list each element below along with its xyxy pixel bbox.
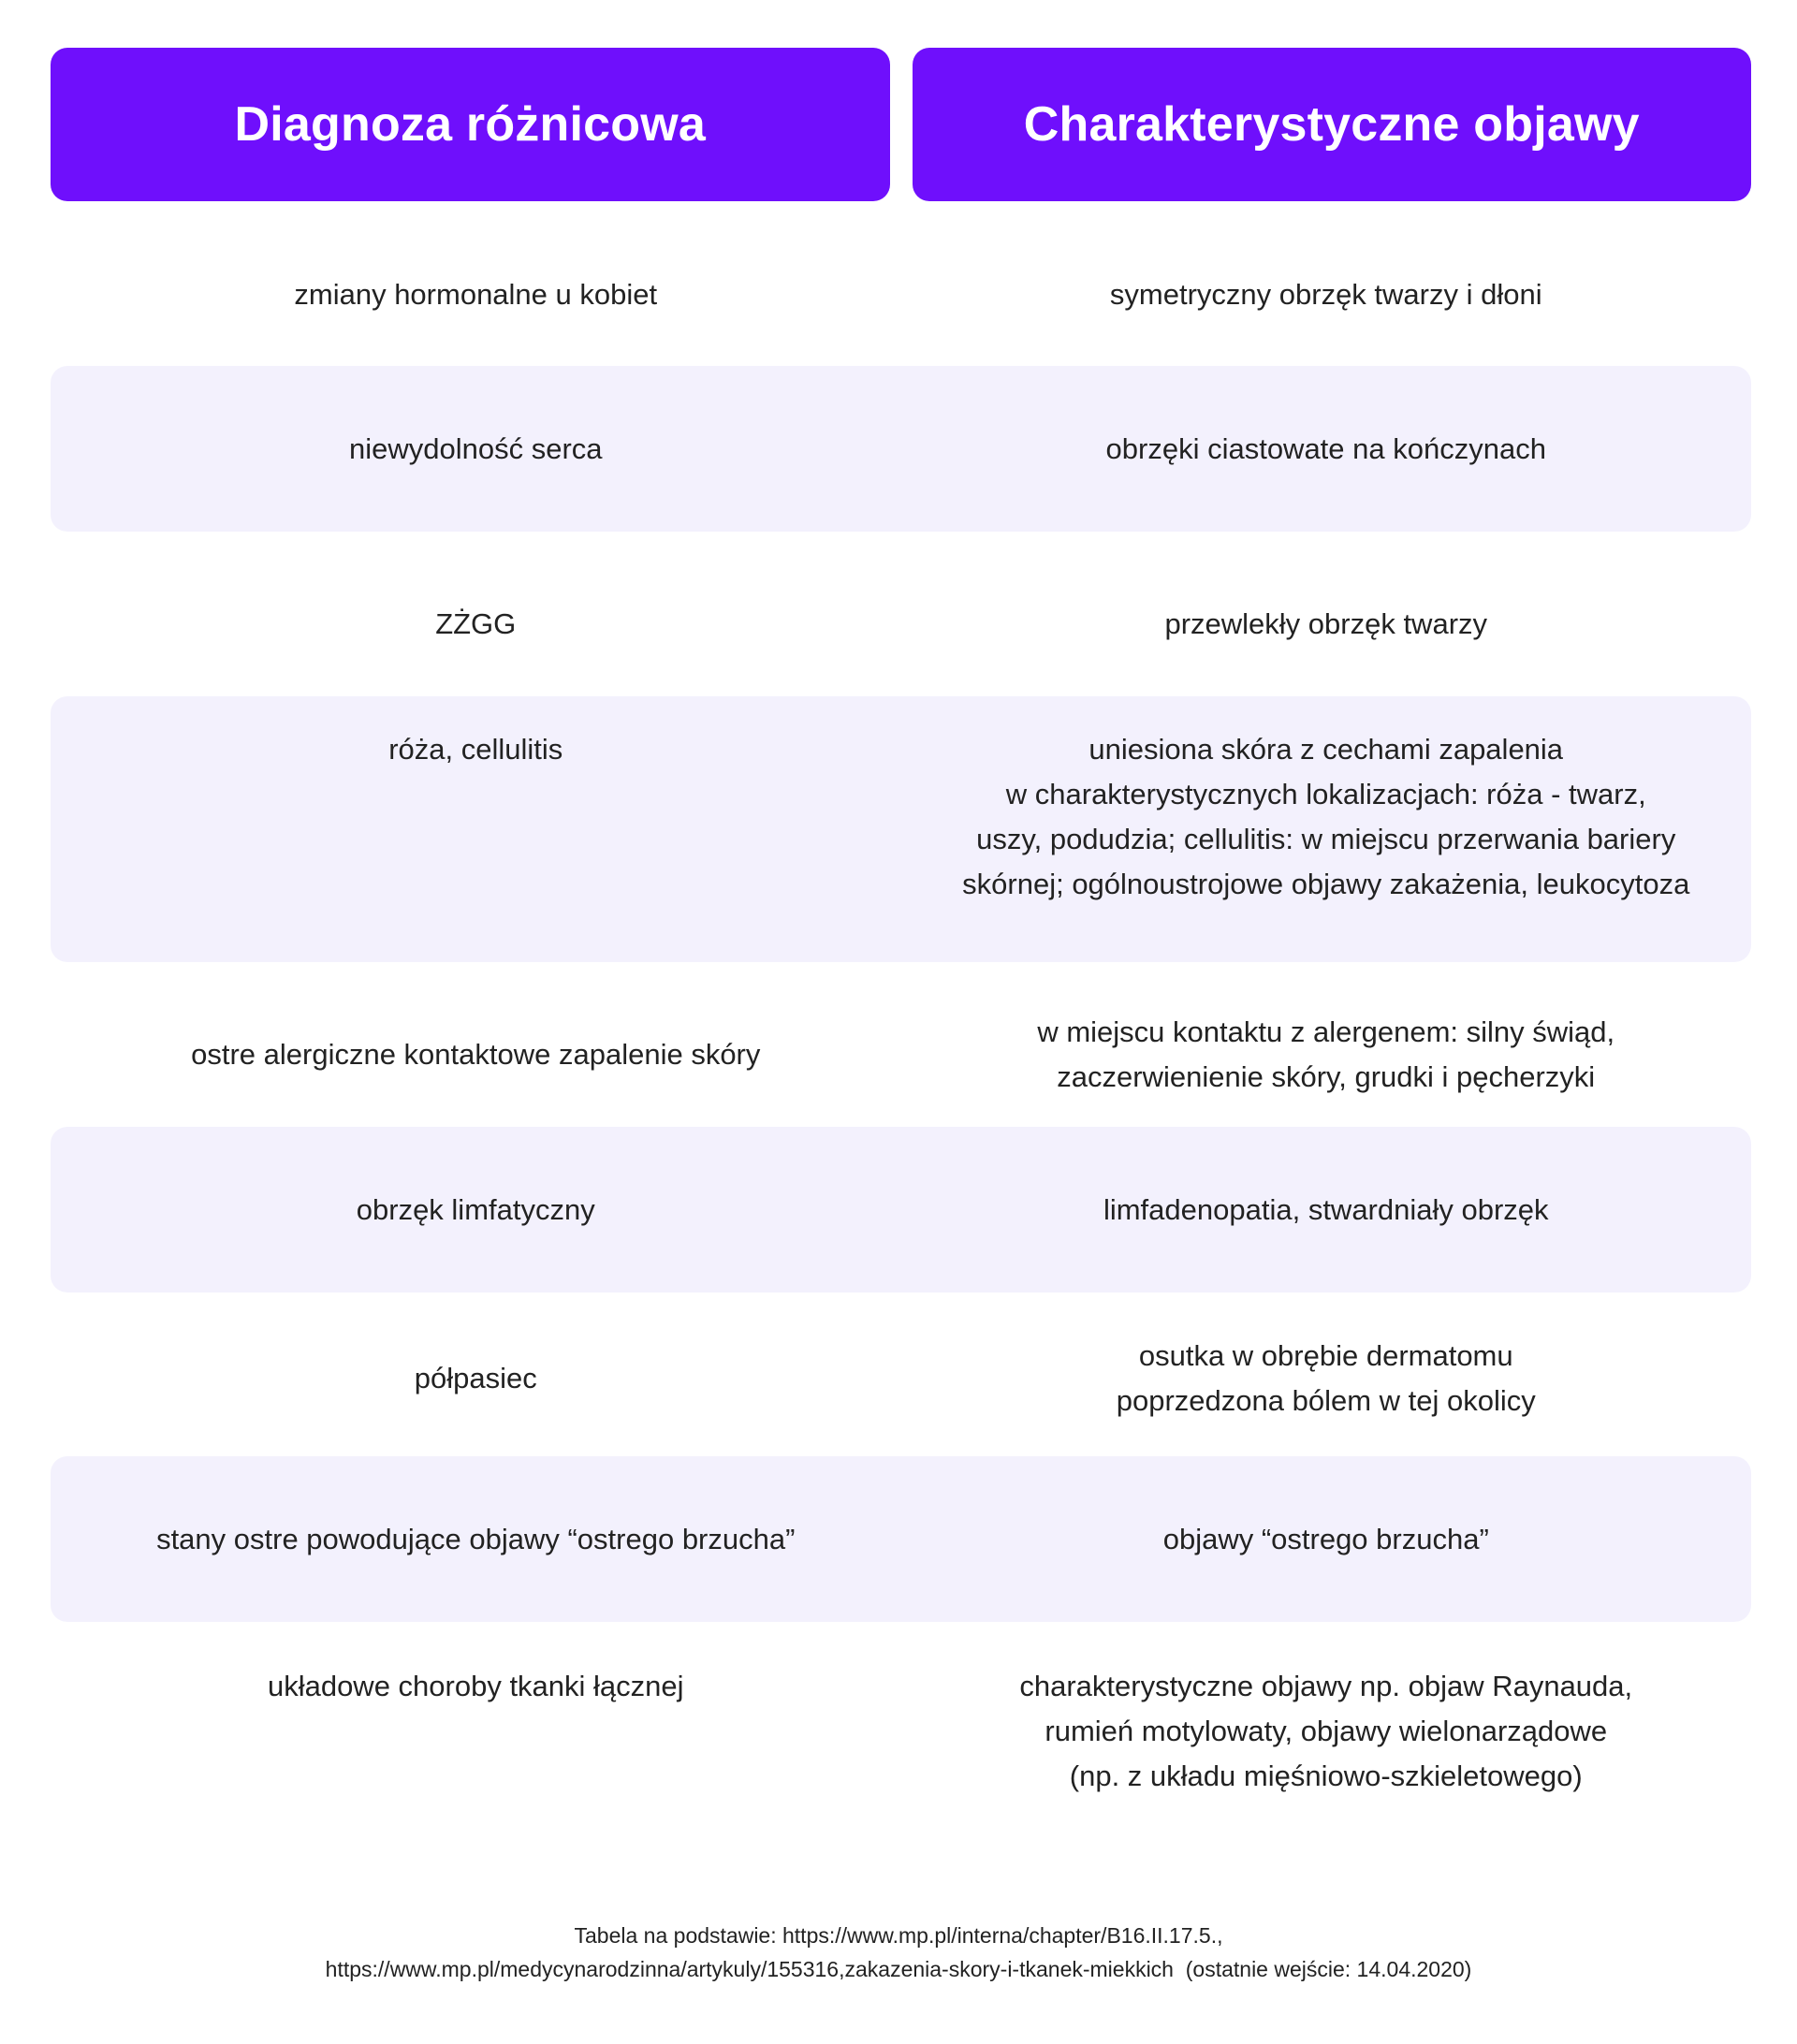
diagnosis-cell: układowe choroby tkanki łącznej [267,1670,684,1702]
table-row [51,577,1751,671]
table-row [51,366,1751,532]
diagnosis-cell: róża, cellulitis [388,733,563,766]
symptoms-cell: limfadenopatia, stwardniały obrzęk [1103,1192,1549,1226]
table-row [51,1456,1751,1622]
footer-line-2: https://www.mp.pl/medycynarodzinna/artykuly/155316,zakazenia-skory-i-tkanek-miekkich (ostatnie wejście: 14.04.2020) [325,1957,1472,1981]
table-row [51,993,1751,1117]
symptoms-cell: osutka w obrębie dermatomu poprzedzona bólem w tej okolicy [1116,1339,1536,1417]
header-diagnosis: Diagnoza różnicowa [51,48,890,201]
diagnosis-cell: niewydolność serca [348,431,603,465]
diagnosis-cell: ostre alergiczne kontaktowe zapalenie skóry [191,1038,761,1071]
footer-line-1: Tabela na podstawie: https://www.mp.pl/interna/chapter/B16.II.17.5., [574,1923,1223,1948]
symptoms-cell: przewlekły obrzęk twarzy [1164,607,1488,640]
symptoms-cell: w miejscu kontaktu z alergenem: silny świąd, zaczerwienienie skóry, grudki i pęcherzyki [1037,1015,1615,1093]
diagnosis-cell: ZŻGG [435,607,517,640]
source-footer [0,1919,1797,1986]
table-row [51,1127,1751,1292]
symptoms-cell: symetryczny obrzęk twarzy i dłoni [1109,278,1542,311]
symptoms-cell: obrzęki ciastowate na kończynach [1105,431,1546,465]
table-header [51,48,1751,201]
diagnosis-cell: obrzęk limfatyczny [356,1192,595,1226]
symptoms-cell: charakterystyczne objawy np. objaw Raynauda, rumień motylowaty, objawy wielonarządowe (np. z układu mięśniowo-szkieletowego) [1019,1670,1633,1792]
table-container [51,48,1751,1792]
diagnosis-cell: półpasiec [414,1362,537,1394]
table-row [51,696,1751,962]
table-row [51,1317,1751,1440]
symptoms-cell: uniesiona skóra z cechami zapalenia w charakterystycznych lokalizacjach: róża - twarz, uszy, podudzia; cellulitis: w miejscu przerwania bariery skórnej; ogólnoustrojowe objawy zakażenia, leukocytoza [962,733,1690,900]
header-symptoms: Charakterystyczne objawy [913,48,1752,201]
table-row [51,1662,1751,1849]
diagnosis-cell: zmiany hormonalne u kobiet [294,278,658,311]
symptoms-cell: objawy “ostrego brzucha” [1162,1522,1489,1555]
table-row [51,248,1751,342]
diagnosis-cell: stany ostre powodujące objawy “ostrego brzucha” [156,1522,796,1555]
